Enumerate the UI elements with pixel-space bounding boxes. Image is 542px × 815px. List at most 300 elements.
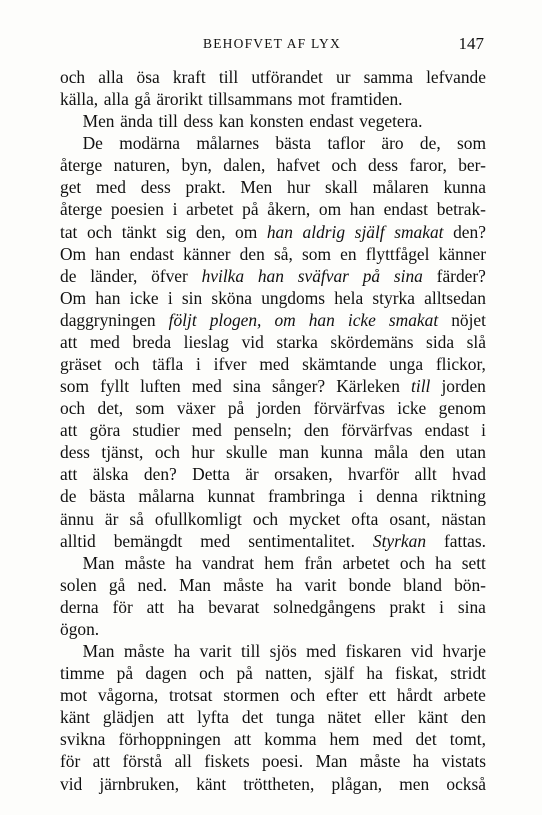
text-line: [60, 353, 486, 375]
word: bemängdt: [113, 530, 183, 551]
word: icke: [397, 398, 427, 419]
word: trotsat: [169, 685, 213, 706]
word: tjänst,: [101, 442, 144, 463]
word: smakat: [394, 221, 444, 242]
word: skall: [325, 177, 358, 198]
text-line: [60, 154, 486, 176]
word: från: [304, 552, 333, 573]
word: han: [95, 287, 121, 308]
word: målaren: [372, 177, 429, 198]
word: i: [358, 486, 364, 507]
word: målarnes: [196, 133, 260, 154]
word: sig: [166, 221, 187, 242]
text-line: [60, 684, 486, 706]
word: Detta: [192, 464, 230, 485]
word: plogen,: [209, 309, 262, 330]
word: taflor: [327, 133, 366, 154]
word: ofullkomligt: [154, 508, 242, 529]
word: faror,: [409, 155, 447, 176]
word: med: [306, 641, 337, 662]
text-line: [60, 397, 486, 419]
body-text: [60, 66, 486, 795]
word: på: [362, 265, 381, 286]
word: lyfta: [197, 707, 230, 728]
word: jorden: [441, 376, 486, 397]
word: den: [239, 243, 265, 264]
word: ögon.: [60, 618, 100, 639]
word: källa,: [60, 89, 99, 110]
word: han: [95, 243, 121, 264]
word: endast: [309, 111, 354, 132]
word: skördemäns: [330, 331, 414, 352]
word: hur: [287, 177, 311, 198]
word: samma: [363, 67, 413, 87]
text-line: [60, 88, 486, 110]
word: för: [60, 751, 81, 772]
word: ett: [368, 685, 387, 706]
word: all: [174, 751, 192, 772]
word: ärorikt: [156, 89, 203, 110]
word: själf: [354, 221, 385, 242]
word: kunna: [443, 177, 486, 198]
word: Man: [82, 641, 115, 662]
word: Man: [315, 751, 348, 772]
word: återge: [60, 155, 103, 176]
word: att: [166, 707, 185, 728]
word: i: [167, 287, 173, 308]
word: utan: [456, 442, 486, 463]
word: för: [112, 596, 133, 617]
word: till: [158, 111, 178, 132]
word: jorden: [256, 398, 302, 419]
word: han: [257, 265, 284, 286]
word: kan: [218, 111, 244, 132]
word: och: [399, 552, 426, 573]
word: dess: [140, 177, 171, 198]
word: betrak-: [436, 199, 486, 220]
word: han: [308, 309, 335, 330]
word: gå: [134, 89, 151, 110]
word: hvilka: [201, 265, 245, 286]
word: orsaken,: [274, 464, 333, 485]
word: vegetera.: [359, 111, 423, 132]
text-line: [60, 618, 486, 640]
word: mot: [60, 685, 88, 706]
word: som: [456, 133, 486, 154]
word: känt: [196, 773, 227, 794]
word: Om: [60, 287, 87, 308]
running-title: BEHOFVET AF LYX: [203, 36, 341, 51]
word: studier: [132, 420, 180, 441]
word: hur: [191, 442, 215, 463]
word: sentimentalitet.: [248, 530, 355, 551]
word: dess: [183, 111, 214, 132]
word: timme: [60, 663, 105, 684]
word: solnedgångens: [273, 596, 376, 617]
word: ned.: [137, 574, 167, 595]
word: som: [135, 398, 165, 419]
word: följt: [168, 309, 197, 330]
word: frambringa: [267, 486, 346, 507]
word: är: [245, 464, 259, 485]
word: Men: [82, 111, 115, 132]
word: täfla: [152, 354, 184, 375]
word: de,: [419, 133, 441, 154]
word: känt: [60, 707, 90, 728]
word: penseln;: [233, 420, 292, 441]
word: ungdoms: [261, 287, 325, 308]
word: flickor,: [435, 354, 486, 375]
word: byn,: [181, 155, 212, 176]
word: fyllt: [100, 376, 130, 397]
word: sida: [426, 331, 455, 352]
word: älska: [92, 464, 129, 485]
word: åkern,: [267, 199, 311, 220]
word: gräset: [60, 354, 102, 375]
word: förvärfvas: [341, 420, 413, 441]
word: mycket: [289, 508, 341, 529]
word: att: [233, 729, 252, 750]
word: sett: [461, 552, 486, 573]
word: förvärfvas: [313, 398, 385, 419]
word: ha: [275, 574, 293, 595]
word: nästan: [441, 508, 486, 529]
word: känt: [418, 707, 448, 728]
word: endast: [424, 420, 470, 441]
word: modärna: [119, 133, 181, 154]
word: bästa: [275, 133, 312, 154]
word: stridt: [450, 663, 486, 684]
text-line: [60, 662, 486, 684]
word: sina: [393, 265, 423, 286]
text-line: [60, 441, 486, 463]
word: den: [419, 442, 445, 463]
word: arbetet: [342, 552, 390, 573]
word: Men: [240, 177, 273, 198]
word: tat: [60, 221, 78, 242]
word: ha: [173, 641, 191, 662]
word: ofta: [351, 508, 379, 529]
word: sina: [232, 376, 261, 397]
page-header: [60, 36, 484, 60]
word: lefvande: [426, 67, 486, 87]
word: glädjen: [102, 707, 155, 728]
word: prakt.: [185, 177, 226, 198]
text-line: [60, 375, 486, 397]
word: sånger?: [272, 376, 326, 397]
word: och: [199, 663, 225, 684]
word: vid: [60, 773, 83, 794]
word: breda: [132, 331, 172, 352]
word: dagen: [145, 663, 187, 684]
word: alla: [98, 67, 124, 87]
word: om: [274, 309, 296, 330]
word: och: [60, 398, 86, 419]
word: äro: [381, 133, 404, 154]
word: att: [60, 464, 78, 485]
word: i: [481, 420, 486, 441]
word: fattas.: [443, 530, 486, 551]
word: man: [278, 442, 309, 463]
word: den?: [453, 221, 486, 242]
word: med: [259, 354, 290, 375]
word: förhoppningen: [118, 729, 221, 750]
word: själf: [324, 663, 355, 684]
word: hårdt: [396, 685, 433, 706]
text-line: [60, 419, 486, 441]
word: hvarför: [347, 464, 400, 485]
word: nöjet: [451, 309, 486, 330]
word: växer: [176, 398, 216, 419]
word: han: [349, 199, 375, 220]
word: så: [129, 508, 144, 529]
word: fiskets: [204, 751, 250, 772]
word: dess: [60, 442, 90, 463]
word: med: [200, 530, 231, 551]
word: Styrkan: [372, 530, 427, 551]
word: naturen,: [113, 155, 171, 176]
word: sina: [457, 596, 486, 617]
word: get: [60, 177, 82, 198]
word: styrka: [372, 287, 415, 308]
word: bön-: [454, 574, 486, 595]
word: solen: [60, 574, 97, 595]
text-line: [60, 221, 486, 243]
word: som: [60, 376, 89, 397]
word: den: [303, 420, 329, 441]
word: kunna: [320, 442, 363, 463]
word: ifver: [213, 354, 247, 375]
word: och: [290, 685, 316, 706]
word: på: [116, 663, 134, 684]
word: konsten: [249, 111, 304, 132]
word: eller: [374, 707, 406, 728]
word: förstå: [122, 751, 163, 772]
word: prakt: [389, 596, 426, 617]
text-line: [60, 243, 486, 265]
word: sjös: [269, 641, 297, 662]
word: fiskaren: [345, 641, 402, 662]
word: han: [266, 221, 293, 242]
text-line: [60, 508, 486, 530]
word: på: [242, 199, 259, 220]
text-line: [60, 640, 486, 662]
word: unga: [389, 354, 424, 375]
word: måste: [223, 574, 264, 595]
word: Man: [179, 574, 212, 595]
word: och: [60, 67, 86, 87]
word: skämtande: [302, 354, 377, 375]
word: den: [460, 707, 486, 728]
text-line: [60, 287, 486, 309]
word: icke: [347, 309, 376, 330]
word: göra: [89, 420, 121, 441]
word: i: [439, 596, 444, 617]
word: att: [60, 420, 78, 441]
word: men: [399, 773, 430, 794]
word: alla: [103, 89, 129, 110]
text-line: [60, 110, 486, 132]
word: framtiden.: [330, 89, 403, 110]
word: utförandet: [251, 67, 323, 87]
word: till: [218, 67, 239, 87]
word: som: [301, 243, 331, 264]
word: svikna: [60, 729, 106, 750]
word: med: [96, 177, 126, 198]
word: på: [236, 663, 253, 684]
word: måste: [124, 552, 166, 573]
word: endast: [383, 199, 429, 220]
word: tomt,: [449, 729, 486, 750]
word: återge: [60, 199, 103, 220]
word: att: [146, 596, 165, 617]
word: icke: [129, 287, 159, 308]
text-line: [60, 773, 486, 795]
word: målarna: [138, 486, 195, 507]
word: i: [172, 199, 178, 220]
word: endast: [129, 243, 174, 264]
text-line: [60, 750, 486, 772]
word: dess: [368, 155, 398, 176]
text-line: [60, 132, 486, 154]
word: sin: [181, 287, 203, 308]
word: riktning: [430, 486, 486, 507]
text-line: [60, 176, 486, 198]
word: det: [415, 729, 437, 750]
word: länder,: [90, 265, 138, 286]
word: alltsedan: [424, 287, 486, 308]
word: en: [340, 243, 357, 264]
word: hvarje: [442, 641, 486, 662]
word: aldrig: [302, 221, 346, 242]
word: med: [191, 420, 222, 441]
word: ur: [336, 67, 351, 87]
word: det: [241, 707, 264, 728]
word: varit: [304, 574, 337, 595]
word: känner: [438, 243, 486, 264]
text-line: [60, 485, 486, 507]
word: öfver: [151, 265, 188, 286]
word: ända: [120, 111, 153, 132]
word: ha: [175, 552, 192, 573]
word: efter: [326, 685, 358, 706]
text-line: [60, 552, 486, 574]
text-line: [60, 574, 486, 596]
word: hvad: [452, 464, 486, 485]
word: slå: [466, 331, 486, 352]
word: tunga: [276, 707, 315, 728]
word: osant,: [389, 508, 431, 529]
word: De: [82, 133, 103, 154]
word: poesi.: [262, 751, 304, 772]
word: vid: [410, 641, 434, 662]
word: om: [318, 199, 342, 220]
word: känner: [183, 243, 231, 264]
text-line: [60, 198, 486, 220]
word: hela: [334, 287, 364, 308]
text-line: [60, 309, 486, 331]
word: Om: [60, 243, 87, 264]
word: kraft: [172, 67, 206, 87]
word: mot: [297, 89, 325, 110]
text-line: [60, 66, 486, 88]
word: ha: [366, 663, 383, 684]
word: vandrat: [201, 552, 255, 573]
word: sväfvar: [297, 265, 349, 286]
text-line: [60, 596, 486, 618]
word: ha: [412, 751, 430, 772]
word: plågan,: [331, 773, 383, 794]
word: och: [114, 354, 140, 375]
word: ha: [177, 596, 195, 617]
word: varit: [199, 641, 232, 662]
word: och: [86, 221, 113, 242]
word: smakat: [388, 309, 439, 330]
word: fiskat,: [395, 663, 439, 684]
word: komma: [264, 729, 317, 750]
word: också: [446, 773, 486, 794]
word: bonde: [348, 574, 392, 595]
word: sköna: [211, 287, 252, 308]
word: arbetet: [186, 199, 234, 220]
word: ha: [435, 552, 452, 573]
word: bästa: [89, 486, 126, 507]
word: gå: [108, 574, 126, 595]
text-line: [60, 706, 486, 728]
word: måla: [374, 442, 409, 463]
word: stormen: [223, 685, 280, 706]
text-line: [60, 530, 486, 552]
word: Kärleken: [336, 376, 400, 397]
word: den?: [143, 464, 177, 485]
word: med: [191, 376, 222, 397]
word: hem: [329, 729, 360, 750]
word: på: [227, 398, 245, 419]
word: dalen,: [223, 155, 266, 176]
word: och: [331, 155, 357, 176]
word: genom: [438, 398, 486, 419]
word: vistats: [441, 751, 486, 772]
word: ber-: [458, 155, 486, 176]
word: färder?: [436, 265, 486, 286]
word: derna: [60, 596, 99, 617]
word: allt: [414, 464, 437, 485]
word: så,: [273, 243, 293, 264]
word: måste: [123, 641, 165, 662]
word: att: [60, 331, 78, 352]
word: bland: [403, 574, 442, 595]
word: den,: [195, 221, 226, 242]
word: att: [92, 751, 111, 772]
page-number: 147: [458, 34, 484, 53]
text-line: [60, 331, 486, 353]
word: ännu: [60, 508, 94, 529]
word: hem: [264, 552, 295, 573]
word: måste: [359, 751, 401, 772]
word: och: [154, 442, 180, 463]
word: tillsammans: [208, 89, 293, 110]
word: vågorna,: [97, 685, 159, 706]
word: de: [60, 486, 77, 507]
word: alltid: [60, 530, 96, 551]
word: hafvet: [276, 155, 321, 176]
text-line: [60, 728, 486, 750]
word: vid: [241, 331, 264, 352]
word: kunnat: [207, 486, 255, 507]
word: lieslag: [183, 331, 230, 352]
word: tänkt: [121, 221, 157, 242]
word: luften: [140, 376, 181, 397]
